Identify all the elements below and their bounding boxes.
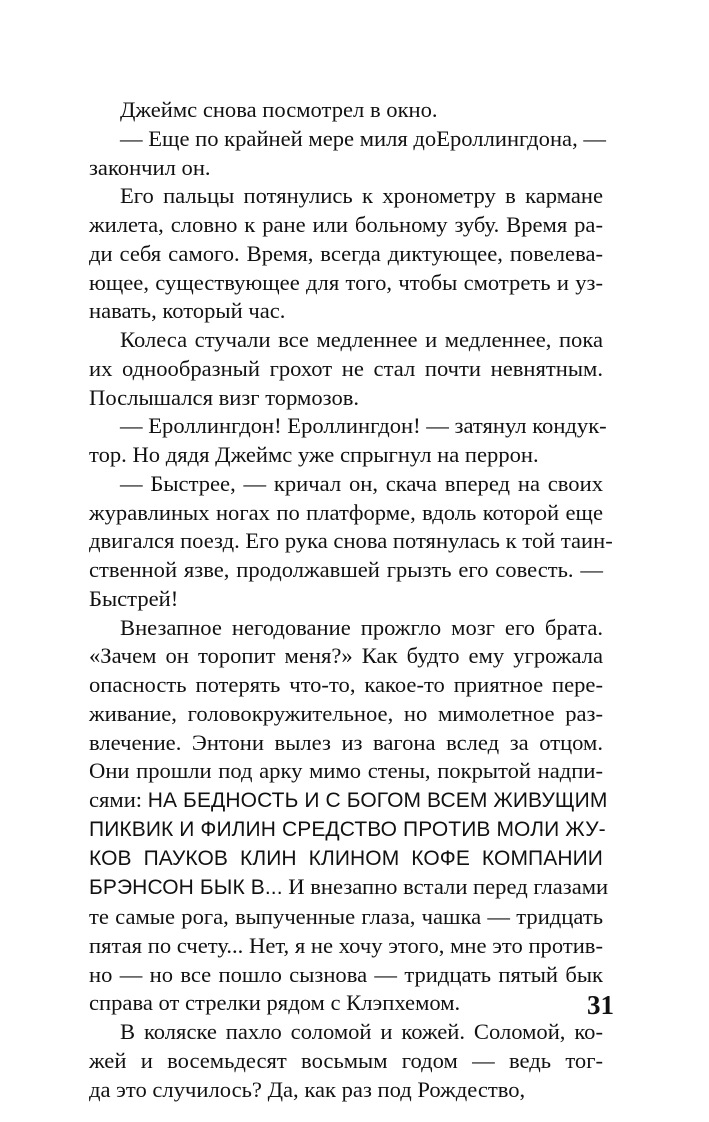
caps-fragment: БРЭНСОН БЫК В... bbox=[89, 876, 283, 900]
caps-fragment: НА БЕДНОСТЬ И С БОГОМ ВСЕМ ЖИВУЩИМ bbox=[147, 789, 608, 812]
text-line: влечение. Энтони вылез из вагона вслед за отцом. bbox=[89, 729, 603, 755]
text-line: Послышался визг тормозов. bbox=[89, 384, 360, 410]
text-line: закончил он. bbox=[89, 154, 211, 180]
text-line: журавлиных ногах по платформе, вдоль которой еще bbox=[89, 499, 603, 525]
text-line: те самые рога, выпученные глаза, чашка — тридцать bbox=[89, 904, 603, 929]
text-line: Внезапное негодование прожгло мозг его брата. bbox=[120, 614, 603, 640]
text-line: — Еще по крайней мере миля доЕроллингдона, — bbox=[120, 125, 606, 151]
text-line: опасность потерять что-то, какое-то приятное пере- bbox=[89, 672, 603, 697]
caps-line: КОВ ПАУКОВ КЛИН КЛИНОМ КОФЕ КОМПАНИИ bbox=[89, 846, 603, 870]
text-line: Джеймс снова посмотрел в окно. bbox=[120, 97, 438, 122]
text-fragment: И внезапно встали перед глазами bbox=[282, 874, 609, 900]
text-line: В коляске пахло соломой и кожей. Соломой, ко- bbox=[120, 1019, 603, 1044]
text-line: — Быстрее, — кричал он, скача вперед на своих bbox=[120, 470, 603, 496]
text-line: жилета, словно к ране или больному зубу. Время ра- bbox=[89, 212, 603, 237]
text-line: справа от стрелки рядом с Клэпхемом. bbox=[89, 990, 461, 1016]
text-fragment: сями: bbox=[89, 787, 148, 812]
text-line: Они прошли под арку мимо стены, покрытой надпи- bbox=[89, 758, 603, 784]
text-line: но — но все пошло сызнова — тридцать пятый бык bbox=[89, 961, 603, 987]
text-line: — Ероллингдон! Ероллингдон! — затянул кондук- bbox=[120, 413, 607, 439]
text-line: пятая по счету... Нет, я не хочу этого, мне это против- bbox=[89, 932, 603, 958]
text-line: жей и восемьдесят восьмым годом — ведь тог- bbox=[89, 1047, 603, 1073]
text-line: навать, который час. bbox=[89, 298, 286, 324]
text-line: ющее, существующее для того, чтобы смотреть и уз- bbox=[89, 269, 603, 295]
page-number: 31 bbox=[587, 990, 614, 1020]
text-line: живание, головокружительное, но мимолетное раз- bbox=[89, 700, 603, 726]
text-line bbox=[89, 786, 608, 816]
text-line: ственной язве, продолжавшей грызть его совесть. — bbox=[89, 557, 603, 582]
text-line: Его пальцы потянулись к хронометру в кармане bbox=[120, 183, 603, 209]
text-line bbox=[89, 873, 609, 903]
text-line: Колеса стучали все медленнее и медленнее, пока bbox=[120, 327, 603, 352]
caps-line: ПИКВИК И ФИЛИН СРЕДСТВО ПРОТИВ МОЛИ ЖУ- bbox=[89, 817, 606, 841]
text-line: двигался поезд. Его рука снова потянулась к той таин- bbox=[89, 528, 613, 554]
text-line: тор. Но дядя Джеймс уже спрыгнул на перрон. bbox=[89, 442, 539, 467]
text-line: Быстрей! bbox=[89, 585, 179, 611]
text-line: ди себя самого. Время, всегда диктующее, повелева- bbox=[89, 240, 603, 266]
text-line: «Зачем он торопит меня?» Как будто ему угрожала bbox=[89, 643, 603, 669]
text-line: да это случилось? Да, как раз под Рождество, bbox=[89, 1076, 526, 1102]
body-text bbox=[89, 96, 613, 1104]
text-line: их однообразный грохот не стал почти невнятным. bbox=[89, 355, 603, 381]
